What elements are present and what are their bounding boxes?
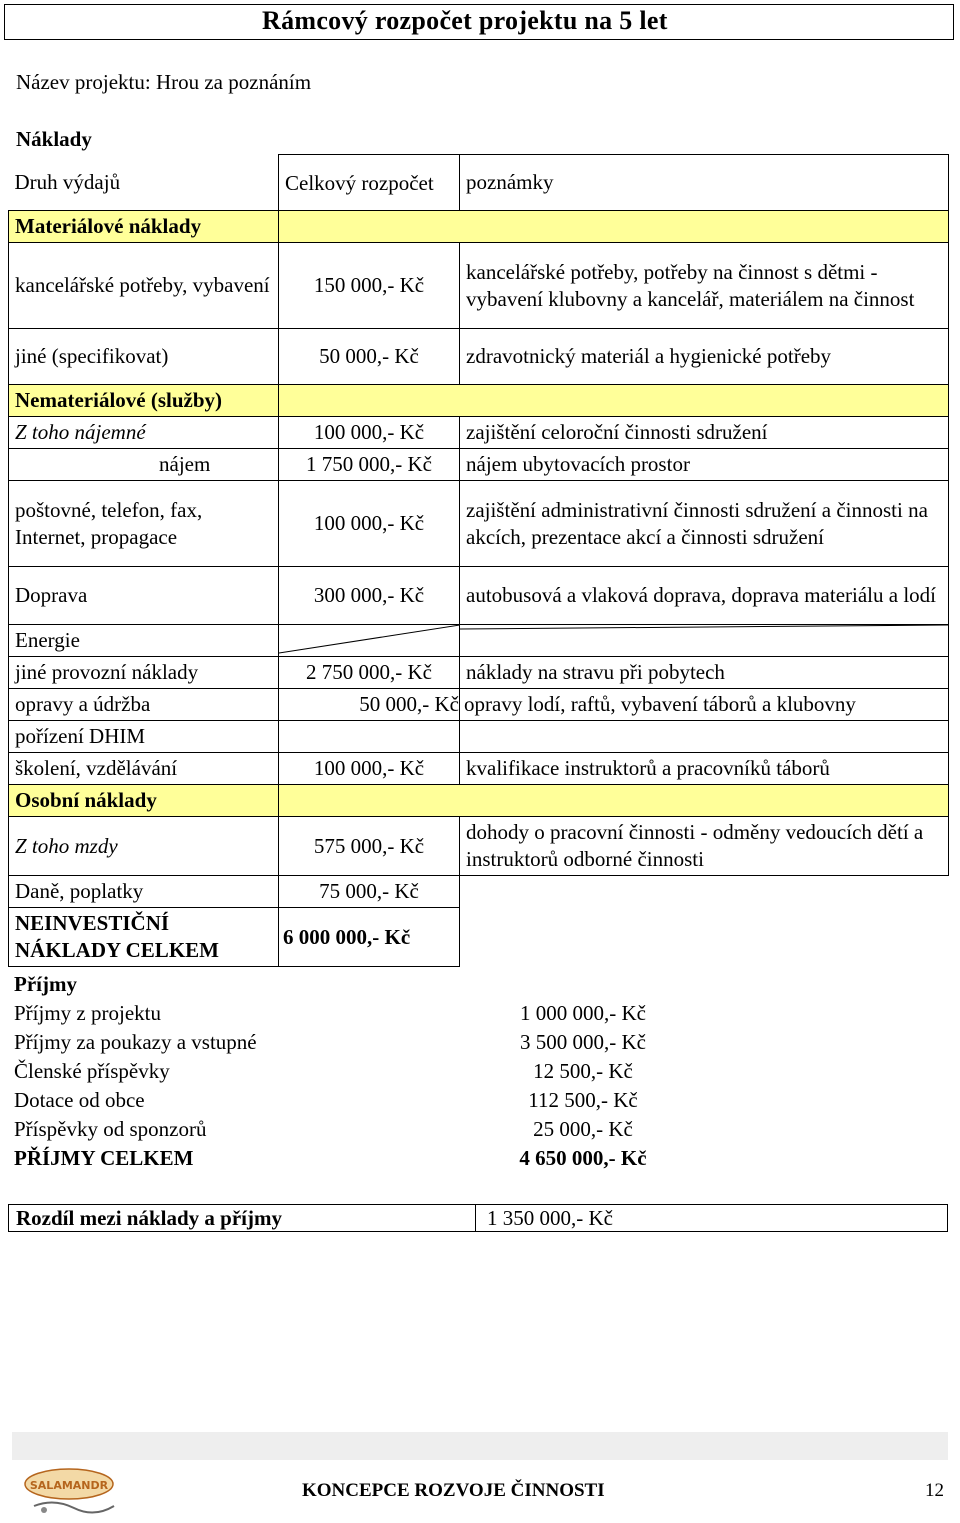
row-label: Energie — [9, 625, 279, 657]
row-note: kancelářské potřeby, potřeby na činnost s dětmi - vybavení klubovny a kancelář, materiálem na činnost — [460, 243, 949, 329]
row-note: zajištění celoroční činnosti sdružení — [460, 417, 949, 449]
row-label: jiné provozní náklady — [9, 657, 279, 689]
header-notes: poznámky — [460, 155, 949, 211]
list-item — [8, 1115, 948, 1144]
table-row — [9, 449, 949, 481]
page-number: 12 — [925, 1480, 944, 1501]
list-item — [8, 1028, 948, 1057]
table-row — [9, 721, 949, 753]
table-row — [9, 876, 949, 908]
row-note: zdravotnický materiál a hygienické potřeby — [460, 329, 949, 385]
divider — [475, 1205, 476, 1232]
row-label: Daně, poplatky — [9, 876, 279, 908]
row-label: Nemateriálové (služby) — [9, 385, 279, 417]
row-note: opravy lodí, raftů, vybavení táborů a klubovny — [460, 689, 949, 721]
row-amount: 300 000,- Kč — [279, 567, 460, 625]
row-label: Doprava — [9, 567, 279, 625]
footer-band — [12, 1432, 948, 1460]
salamandr-logo-icon — [14, 1462, 134, 1520]
row-label: kancelářské potřeby, vybavení — [9, 243, 279, 329]
row-note: autobusová a vlaková doprava, doprava materiálu a lodí — [460, 567, 949, 625]
row-label: Z toho mzdy — [9, 817, 279, 876]
income-value: 1 000 000,- Kč — [520, 1001, 646, 1025]
income-total-value: 4 650 000,- Kč — [519, 1146, 647, 1170]
diagonal-line — [460, 625, 948, 654]
table-header — [9, 155, 949, 211]
list-item — [8, 1057, 948, 1086]
income-total-label: PŘÍJMY CELKEM — [14, 1146, 194, 1170]
income-value: 112 500,- Kč — [528, 1088, 638, 1112]
table-row — [9, 753, 949, 785]
income-label: Členské příspěvky — [14, 1059, 170, 1083]
income-table — [8, 970, 948, 1173]
row-label: Z toho nájemné — [9, 417, 279, 449]
row-label: opravy a údržba — [9, 689, 279, 721]
page-title: Rámcový rozpočet projektu na 5 let — [262, 6, 668, 35]
table-row — [9, 211, 949, 243]
table-row — [9, 385, 949, 417]
diagonal-line — [279, 625, 459, 654]
difference-label: Rozdíl mezi náklady a příjmy — [16, 1206, 282, 1230]
table-row — [9, 567, 949, 625]
table-row — [9, 481, 949, 567]
logo-text: SALAMANDR — [29, 1479, 109, 1492]
row-note: náklady na stravu při pobytech — [460, 657, 949, 689]
row-amount: 150 000,- Kč — [279, 243, 460, 329]
row-label: NEINVESTIČNÍ NÁKLADY CELKEM — [9, 908, 279, 967]
difference-value: 1 350 000,- Kč — [487, 1206, 613, 1230]
row-amount: 575 000,- Kč — [279, 817, 460, 876]
row-amount: 6 000 000,- Kč — [279, 908, 460, 967]
empty-note — [460, 625, 949, 657]
row-amount: 50 000,- Kč — [279, 329, 460, 385]
row-note: kvalifikace instruktorů a pracovníků táborů — [460, 753, 949, 785]
table-row — [9, 785, 949, 817]
row-amount: 50 000,- Kč — [279, 689, 460, 721]
table-row — [9, 329, 949, 385]
footer-title: KONCEPCE ROZVOJE ČINNOSTI — [302, 1480, 605, 1501]
table-row — [9, 908, 949, 967]
row-amount: 100 000,- Kč — [279, 753, 460, 785]
row-note: dohody o pracovní činnosti - odměny vedoucích dětí a instruktorů odborné činnosti — [460, 817, 949, 876]
row-note: nájem ubytovacích prostor — [460, 449, 949, 481]
row-amount: 1 750 000,- Kč — [279, 449, 460, 481]
difference-box — [8, 1204, 948, 1232]
row-label: nájem — [9, 449, 279, 481]
row-label: Materiálové náklady — [9, 211, 279, 243]
row-label: školení, vzdělávání — [9, 753, 279, 785]
income-value: 3 500 000,- Kč — [520, 1030, 646, 1054]
income-label: Příspěvky od sponzorů — [14, 1117, 207, 1141]
table-row — [9, 625, 949, 657]
header-budget: Celkový rozpočet — [279, 155, 460, 211]
empty-amount — [279, 625, 460, 657]
income-value: 25 000,- Kč — [533, 1117, 633, 1141]
row-amount: 75 000,- Kč — [279, 876, 460, 908]
row-label: jiné (specifikovat) — [9, 329, 279, 385]
income-label: Příjmy z projektu — [14, 1001, 161, 1025]
list-item — [8, 999, 948, 1028]
income-heading: Příjmy — [14, 972, 77, 996]
row-amount: 100 000,- Kč — [279, 481, 460, 567]
project-name: Název projektu: Hrou za poznáním — [16, 70, 312, 94]
table-row — [9, 657, 949, 689]
table-row — [9, 817, 949, 876]
income-label: Příjmy za poukazy a vstupné — [14, 1030, 257, 1054]
row-amount: 100 000,- Kč — [279, 417, 460, 449]
income-value: 12 500,- Kč — [533, 1059, 633, 1083]
row-label: Osobní náklady — [9, 785, 279, 817]
row-amount: 2 750 000,- Kč — [279, 657, 460, 689]
row-note: zajištění administrativní činnosti sdružení a činnosti na akcích, prezentace akcí a činnosti sdružení — [460, 481, 949, 567]
cost-table — [8, 154, 949, 967]
list-item — [8, 1086, 948, 1115]
list-item — [8, 1144, 948, 1173]
header-type: Druh výdajů — [9, 155, 279, 211]
row-label: poštovné, telefon, fax, Internet, propagace — [9, 481, 279, 567]
costs-heading: Náklady — [16, 127, 92, 151]
table-row — [9, 417, 949, 449]
row-label: pořízení DHIM — [9, 721, 279, 753]
table-row — [9, 243, 949, 329]
income-label: Dotace od obce — [14, 1088, 145, 1112]
table-row — [9, 689, 949, 721]
